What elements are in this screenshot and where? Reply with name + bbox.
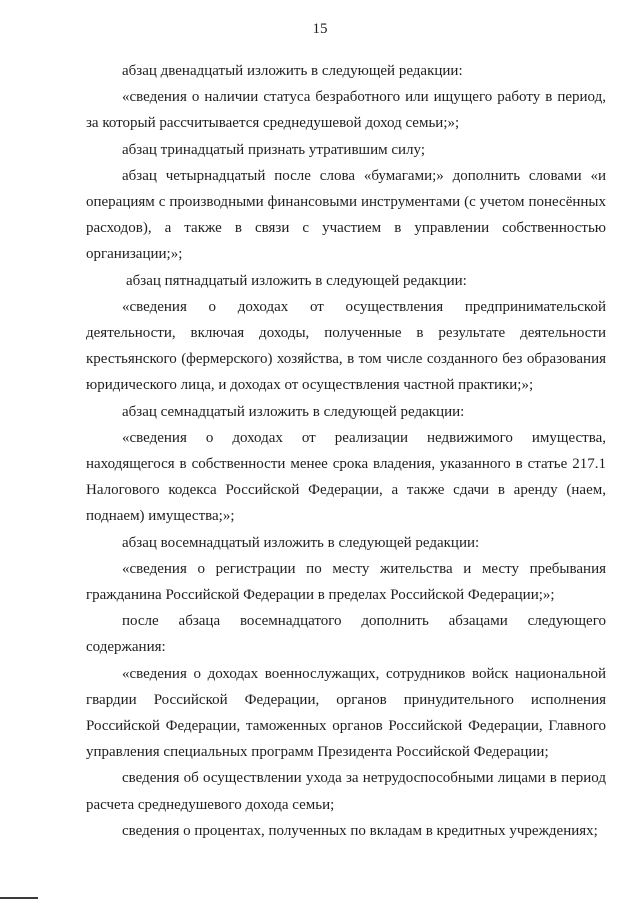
paragraph-5: абзац пятнадцатый изложить в следующей редакции: [126,272,467,289]
paragraph-11: после абзаца восемнадцатого дополнить абзацами следующего содержания: [86,613,606,656]
scan-edge-mark [0,897,38,899]
paragraph-7: абзац семнадцатый изложить в следующей редакции: [122,403,465,420]
paragraph-6: «сведения о доходах от осуществления предпринимательской деятельности, включая доходы, полученные в результате деятельности крестьянского (фермерского) хозяйства, в том числе созданного без образования юридического лица, и доходах от осуществления частной практики;»; [86,298,606,394]
paragraph-8: «сведения о доходах от реализации недвижимого имущества, находящегося в собственности менее срока владения, указанного в статье 217.1 Налогового кодекса Российской Федерации, а также сдачи в аренду (наем, поднаем) имущества;»; [86,429,606,525]
paragraph-9: абзац восемнадцатый изложить в следующей редакции: [122,534,480,551]
paragraph-13: сведения об осуществлении ухода за нетрудоспособными лицами в период расчета среднедушевого дохода семьи; [86,770,606,813]
document-body [86,58,606,844]
page-number: 15 [312,21,328,37]
paragraph-4: абзац четырнадцатый после слова «бумагами;» дополнить словами «и операциям с производными финансовыми инструментами (с учетом понесённых расходов), а также в связи с участием в управлении собственностью организации;»; [86,167,606,263]
paragraph-14: сведения о процентах, полученных по вкладам в кредитных учреждениях; [122,822,598,839]
paragraph-10: «сведения о регистрации по месту жительства и месту пребывания гражданина Российской Федерации в пределах Российской Федерации;»; [86,560,606,604]
paragraph-2: «сведения о наличии статуса безработного или ищущего работу в период, за который рассчитывается среднедушевой доход семьи;»; [86,89,606,132]
paragraph-12: «сведения о доходах военнослужащих, сотрудников войск национальной гвардии Российской Федерации, органов принудительного исполнения Российской Федерации, таможенных органов Российской Федерации, Главного управления специальных программ Президента Российской Федерации; [86,665,606,761]
paragraph-1: абзац двенадцатый изложить в следующей редакции: [122,63,463,79]
paragraph-3: абзац тринадцатый признать утратившим силу; [122,141,425,158]
